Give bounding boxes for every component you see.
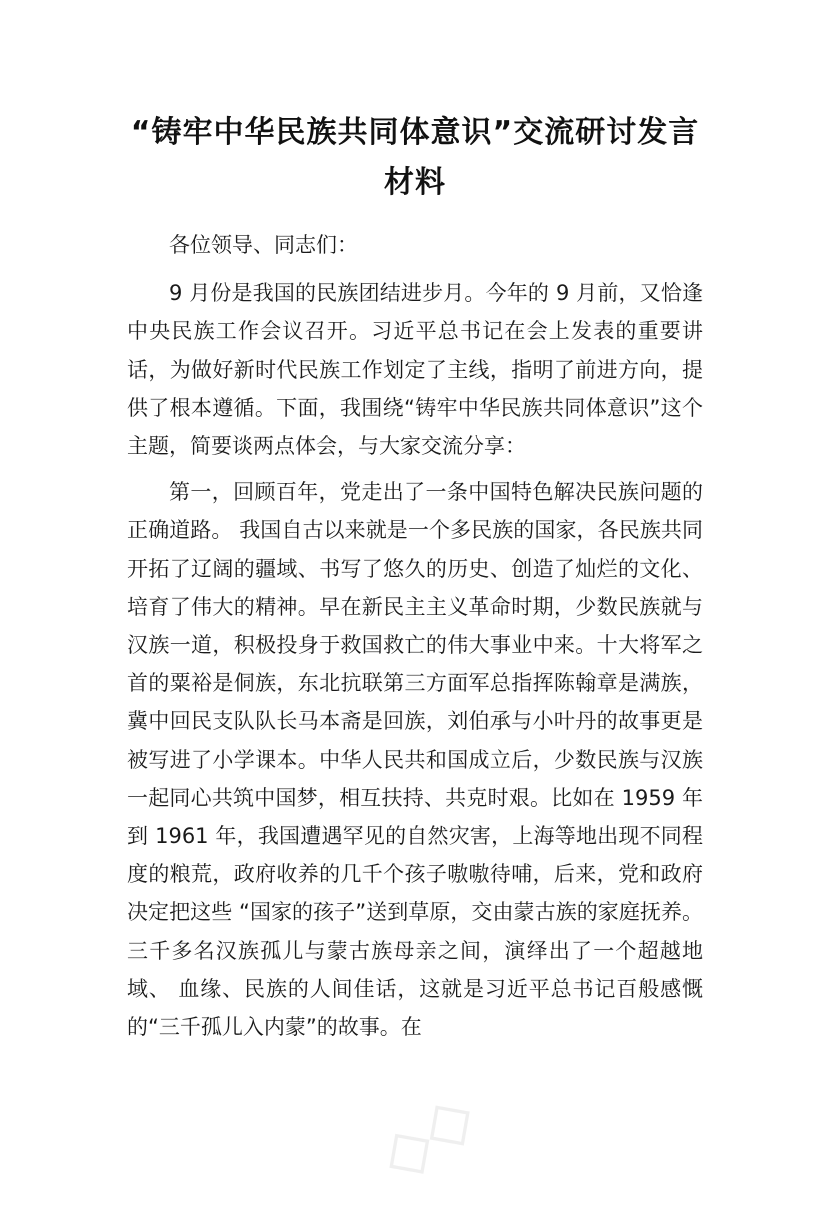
document-title: “铸牢中华民族共同体意识”交流研讨发言材料 [130, 115, 700, 200]
greeting-paragraph: 各位领导、同志们： [169, 233, 358, 257]
document-body [127, 226, 703, 1054]
paragraph-intro: 9 月份是我国的民族团结进步月。今年的 9 月前，又恰逢中央民族工作会议召开。习近平总书记在会上发表的重要讲话，为做好新时代民族工作划定了主线，指明了前进方向，提供了根本遵循。下面，我围绕“铸牢中华民族共同体意识”这个主题，简要谈两点体会，与大家交流分享： [127, 281, 703, 459]
watermark-graphic: ◇◇ [365, 1077, 489, 1195]
paragraph-first-point: 第一，回顾百年，党走出了一条中国特色解决民族问题的正确道路。 我国自古以来就是一个多民族的国家，各民族共同开拓了辽阔的疆域、书写了悠久的历史、创造了灿烂的文化、培育了伟大的精神。早在新民主主义革命时期，少数民族就与汉族一道，积极投身于救国救亡的伟大事业中来。十大将军之首的粟裕是侗族，东北抗联第三方面军总指挥陈翰章是满族，冀中回民支队队长马本斋是回族，刘伯承与小叶丹的故事更是被写进了小学课本。中华人民共和国成立后，少数民族与汉族一起同心共筑中国梦，相互扶持、共克时艰。比如在 1959 年到 1961 年，我国遭遇罕见的自然灾害，上海等地出现不同程度的粮荒，政府收养的几千个孩子嗷嗷待哺，后来，党和政府决定把这些 “国家的孩子”送到草原，交由蒙古族的家庭抚养。三千多名汉族孤儿与蒙古族母亲之间，演绎出了一个超越地域、 血缘、民族的人间佳话，这就是习近平总书记百般感慨的“三千孤儿入内蒙”的故事。在 [127, 480, 703, 1040]
